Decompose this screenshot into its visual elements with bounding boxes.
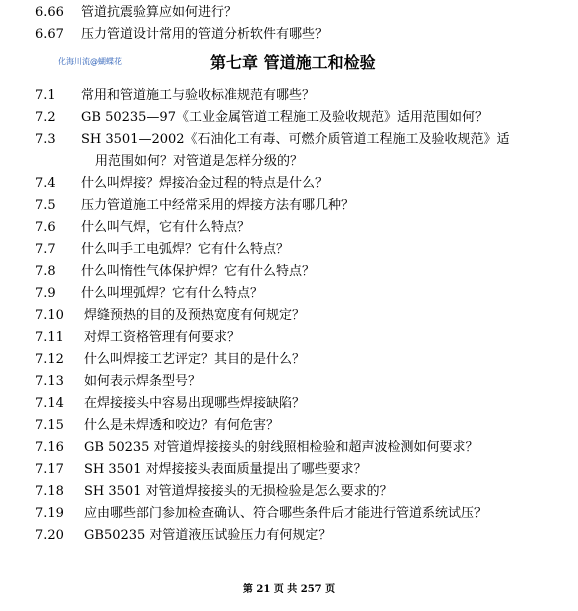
item-text: 对焊工资格管理有何要求？ (84, 330, 241, 345)
item-text: 在焊接接头中容易出现哪些焊接缺陷？ (84, 396, 306, 411)
item-number: 7.5 (35, 198, 56, 213)
item-text: 什么叫手工电弧焊？它有什么特点？ (81, 242, 290, 257)
item-text: 什么叫气焊，它有什么特点？ (81, 220, 251, 235)
list-item (35, 196, 354, 216)
list-item (35, 284, 263, 304)
list-item (35, 218, 250, 238)
list-item (35, 350, 305, 370)
item-number: 7.10 (35, 308, 64, 323)
item-number: 7.1 (35, 88, 56, 103)
list-item (35, 460, 367, 480)
item-number: 7.17 (35, 462, 64, 477)
item-number: 7.15 (35, 418, 64, 433)
list-item (35, 3, 237, 23)
item-number: 7.7 (35, 242, 56, 257)
item-number: 7.18 (35, 484, 64, 499)
list-item (35, 130, 510, 150)
item-text: 应由哪些部门参加检查确认、符合哪些条件后才能进行管道系统试压？ (84, 506, 488, 521)
item-text: 什么叫惰性气体保护焊？它有什么特点？ (81, 264, 316, 279)
item-number: 7.14 (35, 396, 64, 411)
list-item (35, 328, 240, 348)
item-text: 如何表示焊条型号？ (84, 374, 202, 389)
item-number: 7.3 (35, 132, 56, 147)
item-text: 什么是未焊透和咬边？有何危害？ (84, 418, 280, 433)
list-item (35, 25, 328, 45)
chapter-title: 第七章 管道施工和检验 (210, 53, 376, 72)
item-text: GB50235 对管道液压试验压力有何规定？ (84, 528, 332, 543)
list-item (35, 306, 305, 326)
list-item (35, 108, 488, 128)
item-number: 7.16 (35, 440, 64, 455)
item-number: 7.20 (35, 528, 64, 543)
list-item (35, 240, 289, 260)
list-item-continuation (35, 152, 303, 172)
item-text: 压力管道设计常用的管道分析软件有哪些？ (81, 27, 329, 42)
item-text: 用范围如何？对管道是怎样分级的？ (95, 154, 304, 169)
list-item (35, 526, 331, 546)
list-item (35, 504, 487, 524)
item-text: 常用和管道施工与验收标准规范有哪些？ (81, 88, 316, 103)
item-text: 什么叫埋弧焊？它有什么特点？ (81, 286, 264, 301)
list-item (35, 416, 279, 436)
item-number: 7.8 (35, 264, 56, 279)
item-number: 6.67 (35, 27, 64, 42)
item-number: 7.2 (35, 110, 56, 125)
item-text: 焊缝预热的目的及预热宽度有何规定？ (84, 308, 306, 323)
item-number: 7.6 (35, 220, 56, 235)
item-text: GB 50235 对管道焊接接头的射线照相检验和超声波检测如何要求？ (84, 440, 479, 455)
item-text: 什么叫焊接？焊接冶金过程的特点是什么？ (81, 176, 329, 191)
item-text: 管道抗震验算应如何进行？ (81, 5, 238, 20)
item-number: 7.19 (35, 506, 64, 521)
watermark-text: 化海川流@蝴蝶花 (58, 57, 122, 66)
item-text: SH 3501 对管道焊接接头的无损检验是怎么要求的？ (84, 484, 393, 499)
item-text: GB 50235—97《工业金属管道工程施工及验收规范》适用范围如何？ (81, 110, 488, 125)
list-item (35, 86, 315, 106)
item-number: 7.4 (35, 176, 56, 191)
page-footer: 第 21 页 共 257 页 (242, 584, 336, 595)
item-number: 7.12 (35, 352, 64, 367)
list-item (35, 262, 315, 282)
list-item (35, 394, 305, 414)
item-text: SH 3501—2002《石油化工有毒、可燃介质管道工程施工及验收规范》适 (81, 132, 510, 147)
item-number: 7.9 (35, 286, 56, 301)
list-item (35, 438, 479, 458)
list-item (35, 174, 328, 194)
item-text: SH 3501 对焊接接头表面质量提出了哪些要求？ (84, 462, 367, 477)
list-item (35, 482, 393, 502)
item-text: 压力管道施工中经常采用的焊接方法有哪几种？ (81, 198, 355, 213)
item-text: 什么叫焊接工艺评定？其目的是什么？ (84, 352, 306, 367)
list-item (35, 372, 201, 392)
item-number: 6.66 (35, 5, 64, 20)
item-number: 7.13 (35, 374, 64, 389)
item-number: 7.11 (35, 330, 64, 345)
